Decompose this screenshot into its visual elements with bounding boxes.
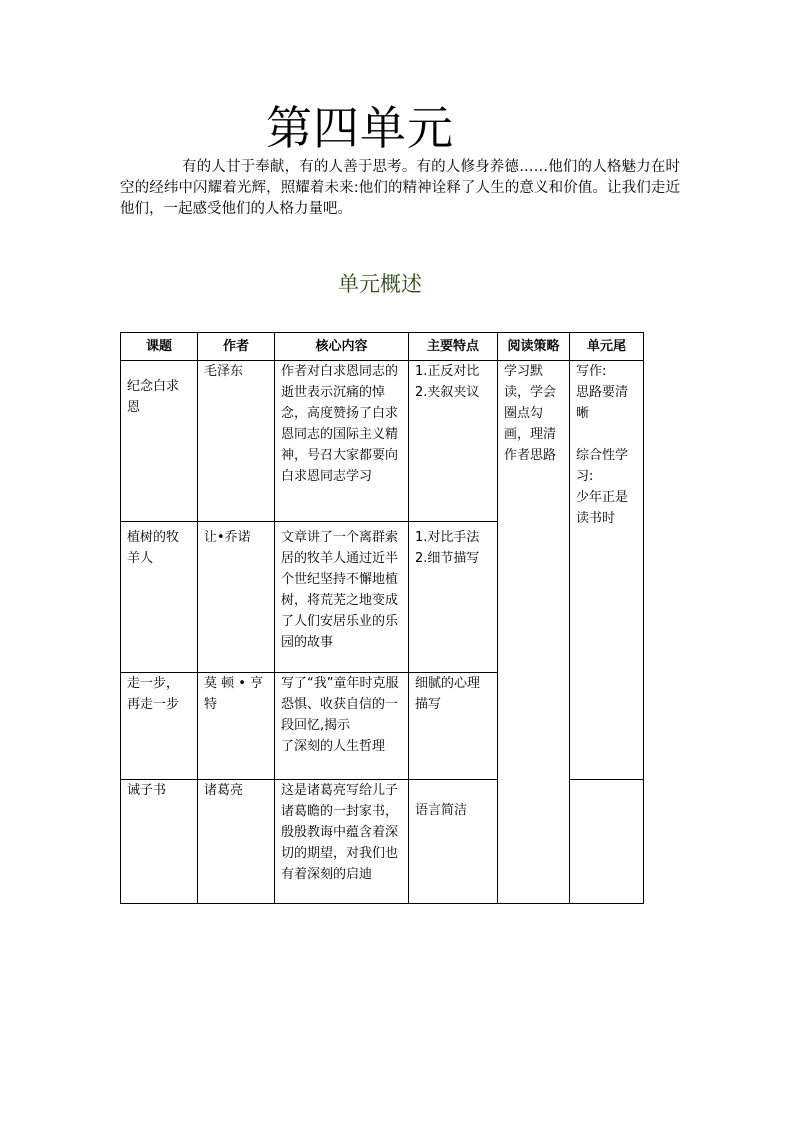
author-name: 让•乔诺 — [204, 530, 251, 545]
content-cell — [275, 361, 409, 522]
lesson-title: 诫子书 — [127, 783, 167, 798]
author-cell — [198, 361, 275, 522]
lesson-title: 纪念白求恩 — [127, 379, 180, 415]
unit-introduction: 有的人甘于奉献，有的人善于思考。有的人修身养德……他们的人格魅力在时空的经纬中闪耀着光辉，照耀着未来:他们的精神诠释了人生的意义和价值。让我们走近他们，一起感受他们的人格力量吧。 — [120, 159, 680, 217]
core-content: 写了“我”童年时克服恐惧、收获自信的一段回忆,揭示 了深刻的人生哲理 — [281, 676, 399, 754]
strategy-cell — [498, 361, 570, 904]
lesson-cell — [121, 673, 198, 780]
reading-strategy: 学习默读，学会圈点勾画，理清作者思路 — [504, 364, 557, 463]
section-title: 单元概述 — [338, 272, 422, 296]
features-cell — [409, 673, 498, 780]
main-features: 1.对比手法 2.细节描写 — [415, 530, 480, 566]
content-cell — [275, 673, 409, 780]
column-header-strategy: 阅读策略 — [498, 333, 570, 361]
author-cell — [198, 780, 275, 904]
features-cell — [409, 361, 498, 522]
lesson-title: 植树的牧羊人 — [127, 530, 180, 566]
author-name: 诸葛亮 — [204, 783, 244, 798]
content-cell — [275, 780, 409, 904]
core-content: 文章讲了一个离群索居的牧羊人通过近半个世纪坚持不懈地植树，将荒芜之地变成了人们安居乐业的乐园的故事 — [281, 530, 399, 650]
author-cell — [198, 522, 275, 673]
author-name: 莫 顿 • 亨特 — [204, 676, 264, 712]
features-cell — [409, 780, 498, 904]
features-cell — [409, 522, 498, 673]
unit-overview-table — [120, 332, 644, 904]
author-name: 毛泽东 — [204, 364, 244, 379]
unit-end-content: 写作: 思路要清晰 综合性学习: 少年正是读书时 — [576, 364, 629, 526]
core-content: 这是诸葛亮写给儿子诸葛瞻的一封家书，殷殷教诲中蕴含着深切的期望，对我们也有着深刻的启迪 — [281, 783, 399, 882]
column-header-content: 核心内容 — [275, 333, 409, 361]
table-header-row — [121, 333, 644, 361]
content-cell — [275, 522, 409, 673]
lesson-title: 走一步，再走一步 — [127, 676, 180, 712]
column-header-author: 作者 — [198, 333, 275, 361]
unit-title: 第四单元 — [266, 101, 454, 155]
main-features: 语言简洁 — [415, 803, 468, 818]
lesson-cell — [121, 522, 198, 673]
column-header-features: 主要特点 — [409, 333, 498, 361]
main-features: 1.正反对比 2.夹叙夹议 — [415, 364, 480, 400]
unit-end-cell — [570, 361, 644, 780]
core-content: 作者对白求恩同志的逝世表示沉痛的悼念，高度赞扬了白求恩同志的国际主义精神，号召大家都要向白求恩同志学习 — [281, 364, 399, 484]
column-header-lesson: 课题 — [121, 333, 198, 361]
lesson-cell — [121, 361, 198, 522]
author-cell — [198, 673, 275, 780]
table-row — [121, 361, 644, 522]
main-features: 细腻的心理描写 — [415, 676, 481, 712]
lesson-cell — [121, 780, 198, 904]
unit-end-empty-cell — [570, 780, 644, 904]
column-header-unit-end: 单元尾 — [570, 333, 644, 361]
